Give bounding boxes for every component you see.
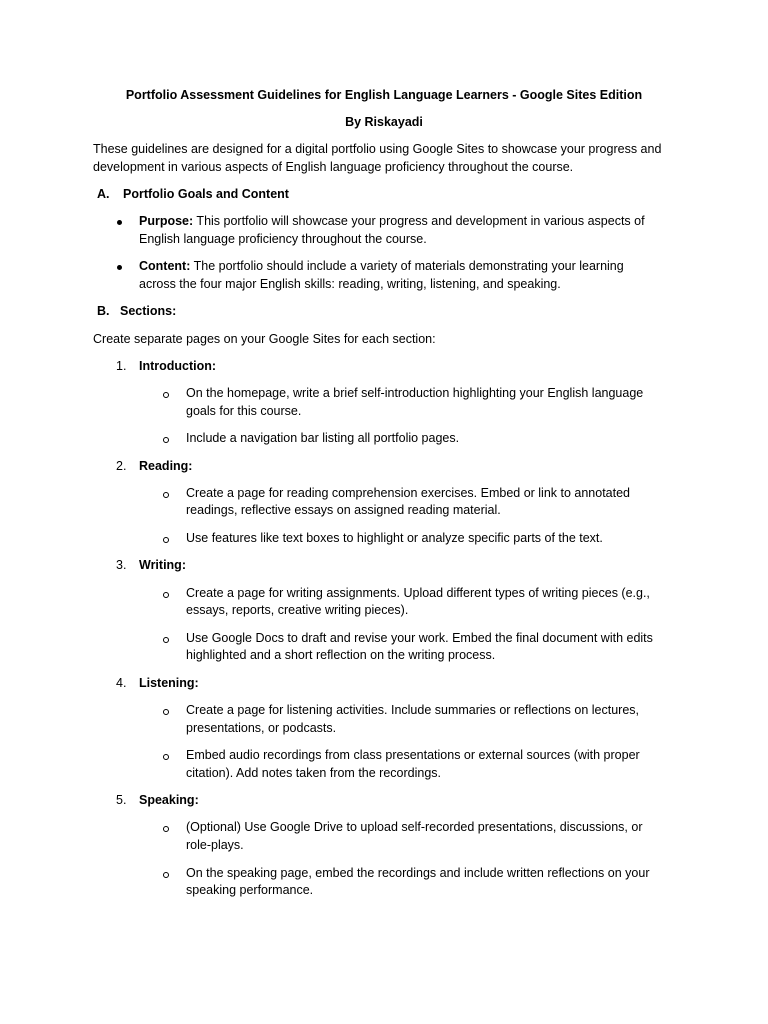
item-text: The portfolio should include a variety of materials demonstrating your learning [190, 259, 624, 273]
item-text-continued: English language proficiency throughout the course. [139, 232, 427, 246]
list-item-text: Embed audio recordings from class presentations or external sources (with proper [186, 748, 640, 762]
list-item-text: highlighted and a short reflection on the writing process. [186, 648, 496, 662]
section-a-marker: A. [97, 187, 110, 201]
document-author: By Riskayadi [345, 115, 423, 129]
section-a-heading: Portfolio Goals and Content [123, 187, 289, 201]
list-item-text: Use Google Docs to draft and revise your work. Embed the final document with edits [186, 631, 653, 645]
list-item-text: (Optional) Use Google Drive to upload self-recorded presentations, discussions, or [186, 820, 643, 834]
section-number: 5. [116, 793, 127, 807]
section-number: 3. [116, 558, 127, 572]
circle-bullet-icon [163, 492, 169, 498]
item-label: Purpose: [139, 214, 194, 228]
list-item-text: essays, reports, creative writing pieces). [186, 603, 409, 617]
circle-bullet-icon [163, 437, 169, 443]
section-b-marker: B. [97, 304, 110, 318]
item-label: Content: [139, 259, 191, 273]
list-item-text: Use features like text boxes to highlight or analyze specific parts of the text. [186, 531, 603, 545]
list-item-text: On the homepage, write a brief self-introduction highlighting your English language [186, 386, 644, 400]
bullet-icon [117, 265, 122, 270]
section-b-heading: Sections: [120, 304, 177, 318]
list-item-text: speaking performance. [186, 883, 314, 897]
item-text-continued: across the four major English skills: reading, writing, listening, and speaking. [139, 277, 561, 291]
list-item-text: readings, reflective essays on assigned reading material. [186, 503, 501, 517]
list-item-text: presentations, or podcasts. [186, 721, 337, 735]
bullet-icon [117, 220, 122, 225]
list-item-text: Include a navigation bar listing all portfolio pages. [186, 431, 460, 445]
circle-bullet-icon [163, 754, 169, 760]
section-a-item [139, 258, 624, 276]
section-number: 4. [116, 676, 127, 690]
intro-line: development in various aspects of English language proficiency throughout the course. [93, 160, 574, 174]
circle-bullet-icon [163, 709, 169, 715]
list-item-text: citation). Add notes taken from the recordings. [186, 766, 441, 780]
list-item-text: Create a page for writing assignments. Upload different types of writing pieces (e.g., [186, 586, 650, 600]
section-a-item [139, 213, 645, 231]
circle-bullet-icon [163, 537, 169, 543]
circle-bullet-icon [163, 637, 169, 643]
list-item-text: role-plays. [186, 838, 244, 852]
section-title: Introduction: [139, 359, 217, 373]
section-title: Speaking: [139, 793, 199, 807]
circle-bullet-icon [163, 872, 169, 878]
circle-bullet-icon [163, 592, 169, 598]
intro-line: These guidelines are designed for a digital portfolio using Google Sites to showcase your progress and [93, 142, 662, 156]
item-text: This portfolio will showcase your progress and development in various aspects of [193, 214, 645, 228]
list-item-text: goals for this course. [186, 404, 302, 418]
document-title: Portfolio Assessment Guidelines for English Language Learners - Google Sites Edition [125, 88, 643, 102]
circle-bullet-icon [163, 392, 169, 398]
section-title: Reading: [139, 459, 193, 473]
list-item-text: Create a page for reading comprehension exercises. Embed or link to annotated [186, 486, 631, 500]
list-item-text: Create a page for listening activities. Include summaries or reflections on lectures, [186, 703, 639, 717]
section-number: 2. [116, 459, 127, 473]
section-title: Listening: [139, 676, 199, 690]
section-number: 1. [116, 359, 127, 373]
list-item-text: On the speaking page, embed the recordings and include written reflections on your [186, 866, 650, 880]
section-title: Writing: [139, 558, 186, 572]
section-b-lead: Create separate pages on your Google Sites for each section: [93, 332, 436, 346]
circle-bullet-icon [163, 826, 169, 832]
